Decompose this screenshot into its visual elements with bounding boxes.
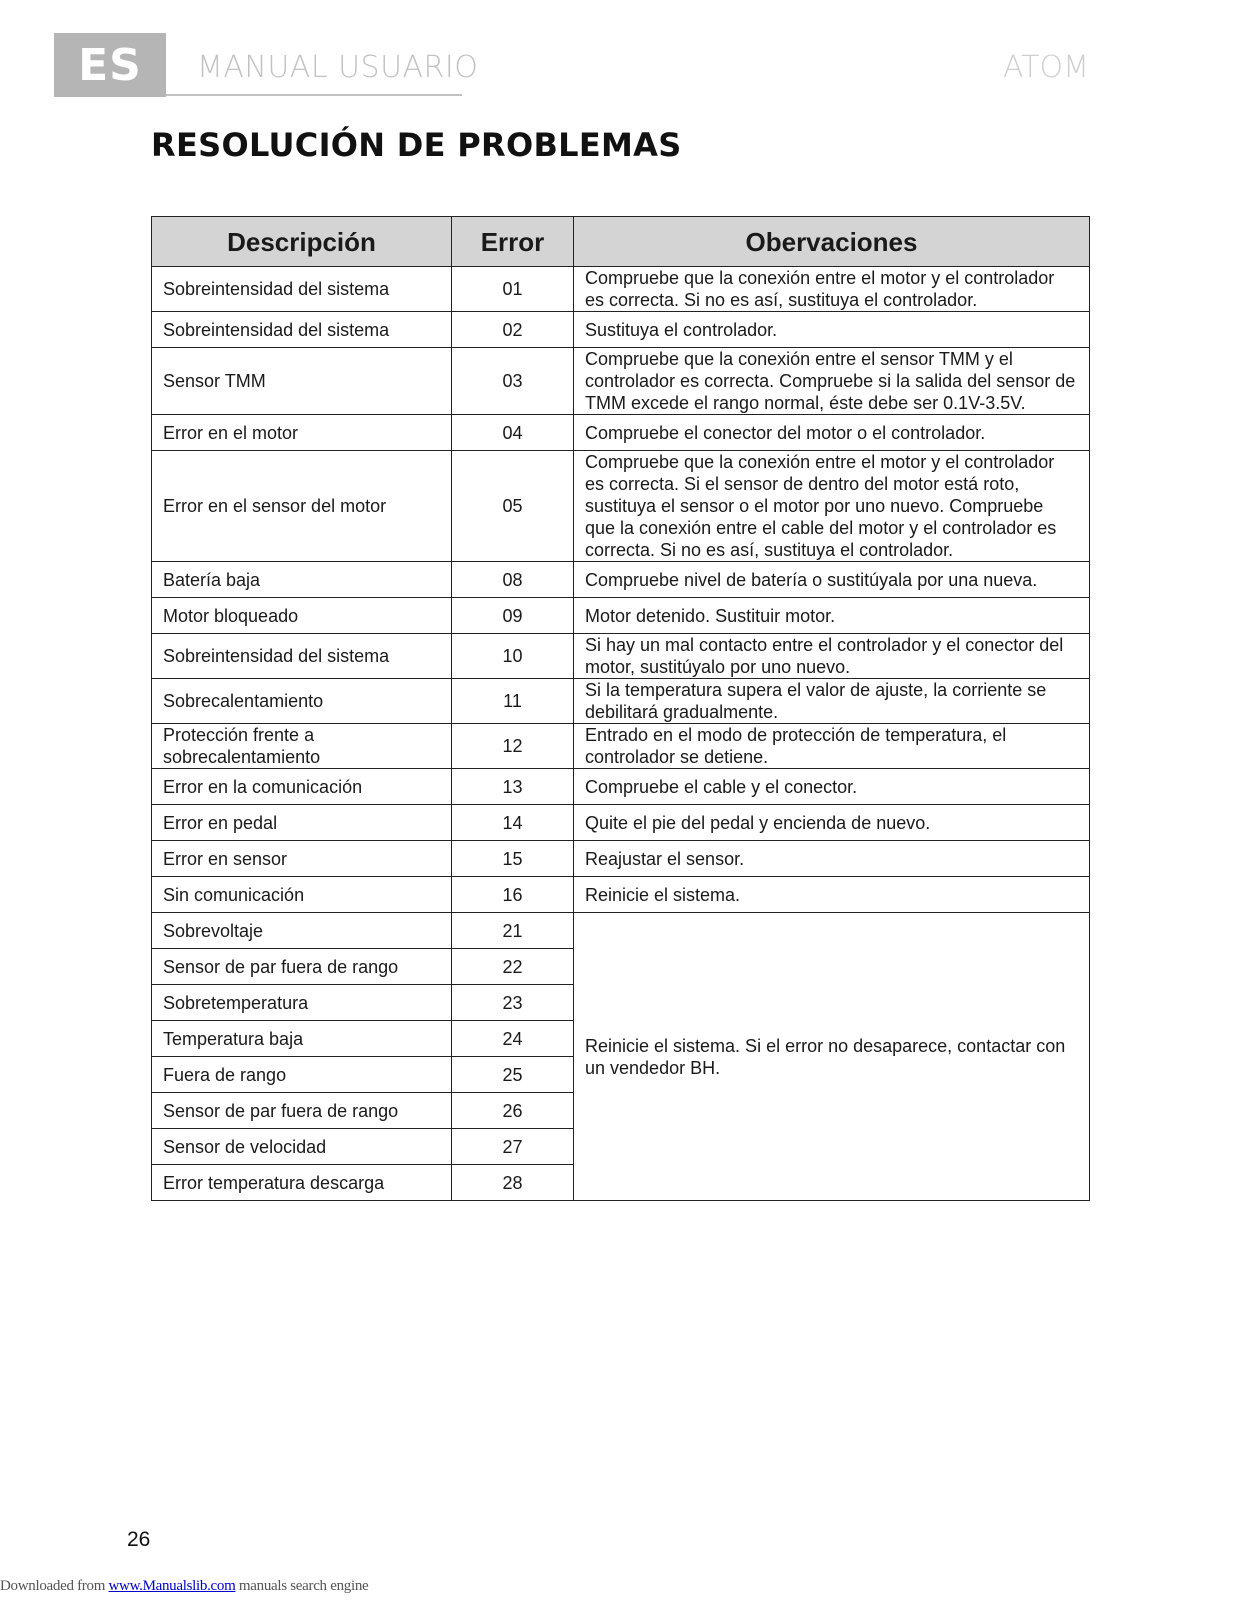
error-observation: Reajustar el sensor. <box>574 841 1090 877</box>
error-code: 03 <box>452 348 574 415</box>
column-header-description: Descripción <box>152 217 452 267</box>
table-row <box>152 348 1090 415</box>
shared-observation: Reinicie el sistema. Si el error no desaparece, contactar con un vendedor BH. <box>574 913 1090 1201</box>
table-row <box>152 805 1090 841</box>
error-code: 24 <box>452 1021 574 1057</box>
table-row <box>152 724 1090 769</box>
error-description: Sobrecalentamiento <box>152 679 452 724</box>
error-code: 09 <box>452 598 574 634</box>
error-description: Error en el motor <box>152 415 452 451</box>
error-code: 28 <box>452 1165 574 1201</box>
error-code: 12 <box>452 724 574 769</box>
error-description: Error en sensor <box>152 841 452 877</box>
column-header-observations: Obervaciones <box>574 217 1090 267</box>
error-description: Sobreintensidad del sistema <box>152 312 452 348</box>
table-row <box>152 562 1090 598</box>
table-row <box>152 679 1090 724</box>
table-row <box>152 312 1090 348</box>
error-observation: Sustituya el controlador. <box>574 312 1090 348</box>
manual-label: MANUAL USUARIO <box>197 50 479 85</box>
table-row <box>152 634 1090 679</box>
error-observation: Quite el pie del pedal y encienda de nuevo. <box>574 805 1090 841</box>
error-code: 15 <box>452 841 574 877</box>
error-description: Sin comunicación <box>152 877 452 913</box>
error-description: Sensor de par fuera de rango <box>152 1093 452 1129</box>
table-row <box>152 913 1090 949</box>
error-description: Error en el sensor del motor <box>152 451 452 562</box>
footer-suffix: manuals search engine <box>235 1578 369 1594</box>
error-observation: Compruebe que la conexión entre el motor y el controlador es correcta. Si no es así, sustituya el controlador. <box>574 267 1090 312</box>
error-description: Sensor TMM <box>152 348 452 415</box>
error-description: Sobreintensidad del sistema <box>152 267 452 312</box>
error-description: Batería baja <box>152 562 452 598</box>
error-code: 08 <box>452 562 574 598</box>
table-row <box>152 451 1090 562</box>
column-header-error: Error <box>452 217 574 267</box>
error-description: Fuera de rango <box>152 1057 452 1093</box>
error-code: 11 <box>452 679 574 724</box>
page-title: RESOLUCIÓN DE PROBLEMAS <box>151 126 682 164</box>
error-description: Sensor de par fuera de rango <box>152 949 452 985</box>
download-footer <box>0 1578 368 1595</box>
error-code: 13 <box>452 769 574 805</box>
error-code: 02 <box>452 312 574 348</box>
error-code: 04 <box>452 415 574 451</box>
error-observation: Reinicie el sistema. <box>574 877 1090 913</box>
footer-prefix: Downloaded from <box>0 1578 109 1594</box>
error-observation: Compruebe nivel de batería o sustitúyala por una nueva. <box>574 562 1090 598</box>
error-code: 25 <box>452 1057 574 1093</box>
error-code: 27 <box>452 1129 574 1165</box>
error-description: Sobrevoltaje <box>152 913 452 949</box>
error-code: 10 <box>452 634 574 679</box>
error-description: Sobreintensidad del sistema <box>152 634 452 679</box>
table-row <box>152 841 1090 877</box>
error-observation: Compruebe el conector del motor o el controlador. <box>574 415 1090 451</box>
error-observation: Si hay un mal contacto entre el controlador y el conector del motor, sustitúyalo por uno nuevo. <box>574 634 1090 679</box>
error-code: 05 <box>452 451 574 562</box>
error-description: Temperatura baja <box>152 1021 452 1057</box>
table-row <box>152 598 1090 634</box>
table-body <box>152 267 1090 1201</box>
error-code: 14 <box>452 805 574 841</box>
error-observation: Entrado en el modo de protección de temperatura, el controlador se detiene. <box>574 724 1090 769</box>
page-number: 26 <box>127 1528 151 1551</box>
error-code: 01 <box>452 267 574 312</box>
error-description: Error en la comunicación <box>152 769 452 805</box>
table-row <box>152 769 1090 805</box>
table-row <box>152 267 1090 312</box>
error-codes-table <box>151 216 1090 1201</box>
error-description: Sensor de velocidad <box>152 1129 452 1165</box>
table-header-row <box>152 217 1090 267</box>
error-observation: Compruebe que la conexión entre el motor y el controlador es correcta. Si el sensor de dentro del motor está roto, sustituya el sensor o el motor por uno nuevo. Compruebe que la conexión entre el cable del motor y el controlador es correcta. Si no es así, sustituya el controlador. <box>574 451 1090 562</box>
error-code: 16 <box>452 877 574 913</box>
error-code: 23 <box>452 985 574 1021</box>
error-observation: Compruebe que la conexión entre el sensor TMM y el controlador es correcta. Compruebe si la salida del sensor de TMM excede el rango normal, éste debe ser 0.1V-3.5V. <box>574 348 1090 415</box>
error-description: Motor bloqueado <box>152 598 452 634</box>
error-description: Sobretemperatura <box>152 985 452 1021</box>
footer-link[interactable]: www.Manualslib.com <box>108 1578 236 1594</box>
error-code: 22 <box>452 949 574 985</box>
error-observation: Si la temperatura supera el valor de ajuste, la corriente se debilitará gradualmente. <box>574 679 1090 724</box>
error-observation: Compruebe el cable y el conector. <box>574 769 1090 805</box>
header-divider <box>166 94 462 96</box>
table-row <box>152 415 1090 451</box>
error-code: 21 <box>452 913 574 949</box>
error-observation: Motor detenido. Sustituir motor. <box>574 598 1090 634</box>
error-code: 26 <box>452 1093 574 1129</box>
language-badge: ES <box>54 33 166 97</box>
error-description: Error en pedal <box>152 805 452 841</box>
table-row <box>152 877 1090 913</box>
product-name: ATOM <box>1002 50 1089 85</box>
error-description: Protección frente a sobrecalentamiento <box>152 724 452 769</box>
error-description: Error temperatura descarga <box>152 1165 452 1201</box>
